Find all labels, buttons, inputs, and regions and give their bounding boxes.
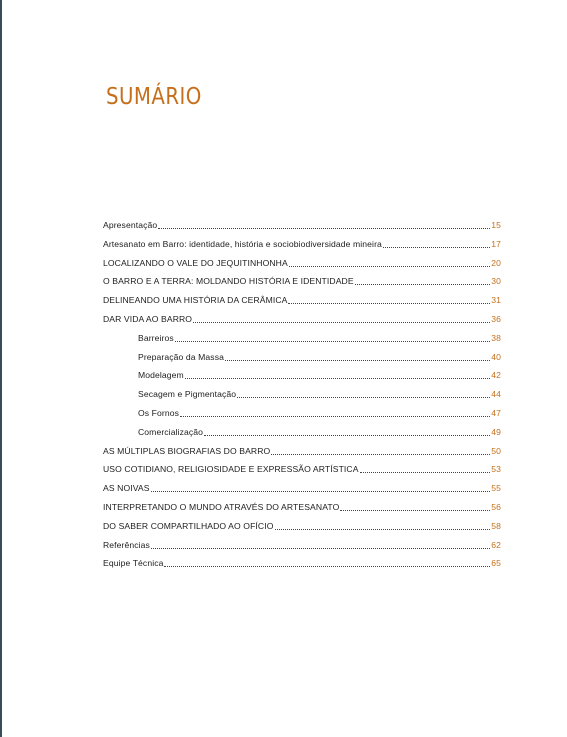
table-of-contents (103, 220, 501, 577)
toc-leader-dots (271, 454, 490, 455)
toc-entry-page-number: 49 (491, 426, 501, 437)
toc-entry-page-number: 53 (491, 464, 501, 475)
toc-entry-page-number: 62 (491, 539, 501, 550)
toc-leader-dots (355, 284, 491, 285)
toc-entry-label: Comercialização (138, 426, 204, 437)
toc-leader-dots (164, 566, 490, 567)
toc-entry-label: LOCALIZANDO O VALE DO JEQUITINHONHA (103, 257, 288, 268)
toc-entry-page-number: 58 (491, 520, 501, 531)
toc-entry[interactable] (103, 446, 501, 465)
toc-entry[interactable] (103, 220, 501, 239)
toc-entry-label: Preparação da Massa (138, 351, 224, 362)
page-edge (0, 0, 2, 737)
toc-entry-label: Modelagem (138, 370, 184, 381)
toc-entry-page-number: 20 (491, 257, 501, 268)
toc-entry-page-number: 31 (491, 295, 501, 306)
toc-entry-label: INTERPRETANDO O MUNDO ATRAVÉS DO ARTESANATO (103, 501, 340, 512)
toc-entry[interactable] (103, 408, 501, 427)
toc-entry[interactable] (103, 427, 501, 446)
toc-entry-label: Secagem e Pigmentação (138, 389, 237, 400)
toc-entry-page-number: 40 (491, 351, 501, 362)
toc-leader-dots (360, 472, 491, 473)
toc-leader-dots (225, 360, 490, 361)
toc-entry[interactable] (103, 276, 501, 295)
toc-entry-label: O BARRO E A TERRA: MOLDANDO HISTÓRIA E IDENTIDADE (103, 276, 354, 287)
toc-entry-label: DAR VIDA AO BARRO (103, 313, 193, 324)
toc-entry[interactable] (103, 295, 501, 314)
toc-entry-page-number: 15 (491, 220, 501, 230)
toc-entry-label: AS NOIVAS (103, 483, 150, 494)
toc-leader-dots (175, 341, 490, 342)
toc-entry-label: Barreiros (138, 332, 174, 343)
toc-entry-page-number: 42 (491, 370, 501, 381)
toc-leader-dots (237, 397, 490, 398)
toc-entry-page-number: 56 (491, 501, 501, 512)
toc-entry[interactable] (103, 558, 501, 577)
toc-entry-label: Os Fornos (138, 407, 180, 418)
toc-entry-page-number: 30 (491, 276, 501, 287)
toc-leader-dots (289, 266, 490, 267)
toc-entry-label: DELINEANDO UMA HISTÓRIA DA CERÂMICA (103, 295, 288, 306)
toc-entry[interactable] (103, 502, 501, 521)
toc-entry[interactable] (103, 352, 501, 371)
toc-entry-page-number: 17 (491, 238, 501, 249)
toc-entry-page-number: 44 (491, 389, 501, 400)
toc-entry[interactable] (103, 370, 501, 389)
page-title: SUMÁRIO (106, 84, 202, 110)
toc-leader-dots (151, 491, 491, 492)
toc-leader-dots (275, 529, 491, 530)
toc-leader-dots (185, 378, 490, 379)
toc-entry-label: Equipe Técnica (103, 558, 164, 569)
toc-entry[interactable] (103, 314, 501, 333)
toc-entry[interactable] (103, 333, 501, 352)
toc-entry-page-number: 47 (491, 407, 501, 418)
toc-entry-label: Referências (103, 539, 150, 550)
toc-entry[interactable] (103, 239, 501, 258)
toc-entry[interactable] (103, 389, 501, 408)
toc-leader-dots (180, 416, 490, 417)
toc-entry-page-number: 36 (491, 313, 501, 324)
toc-leader-dots (204, 435, 490, 436)
toc-leader-dots (151, 548, 490, 549)
toc-entry[interactable] (103, 521, 501, 540)
toc-entry-page-number: 50 (491, 445, 501, 456)
toc-entry-label: Artesanato em Barro: identidade, história e sociobiodiversidade mineira (103, 238, 382, 249)
toc-leader-dots (193, 322, 490, 323)
toc-entry-label: AS MÚLTIPLAS BIOGRAFIAS DO BARRO (103, 445, 271, 456)
toc-entry-page-number: 55 (491, 483, 501, 494)
toc-entry[interactable] (103, 464, 501, 483)
toc-entry-label: USO COTIDIANO, RELIGIOSIDADE E EXPRESSÃO ARTÍSTICA (103, 464, 359, 475)
toc-entry-page-number: 65 (491, 558, 501, 569)
toc-entry[interactable] (103, 258, 501, 277)
toc-leader-dots (288, 303, 490, 304)
toc-leader-dots (383, 247, 490, 248)
toc-entry-page-number: 38 (491, 332, 501, 343)
toc-entry-label: DO SABER COMPARTILHADO AO OFÍCIO (103, 520, 274, 531)
toc-entry-label: Apresentação (103, 220, 158, 230)
toc-leader-dots (158, 228, 490, 229)
toc-leader-dots (340, 510, 490, 511)
toc-entry[interactable] (103, 483, 501, 502)
toc-entry[interactable] (103, 540, 501, 559)
